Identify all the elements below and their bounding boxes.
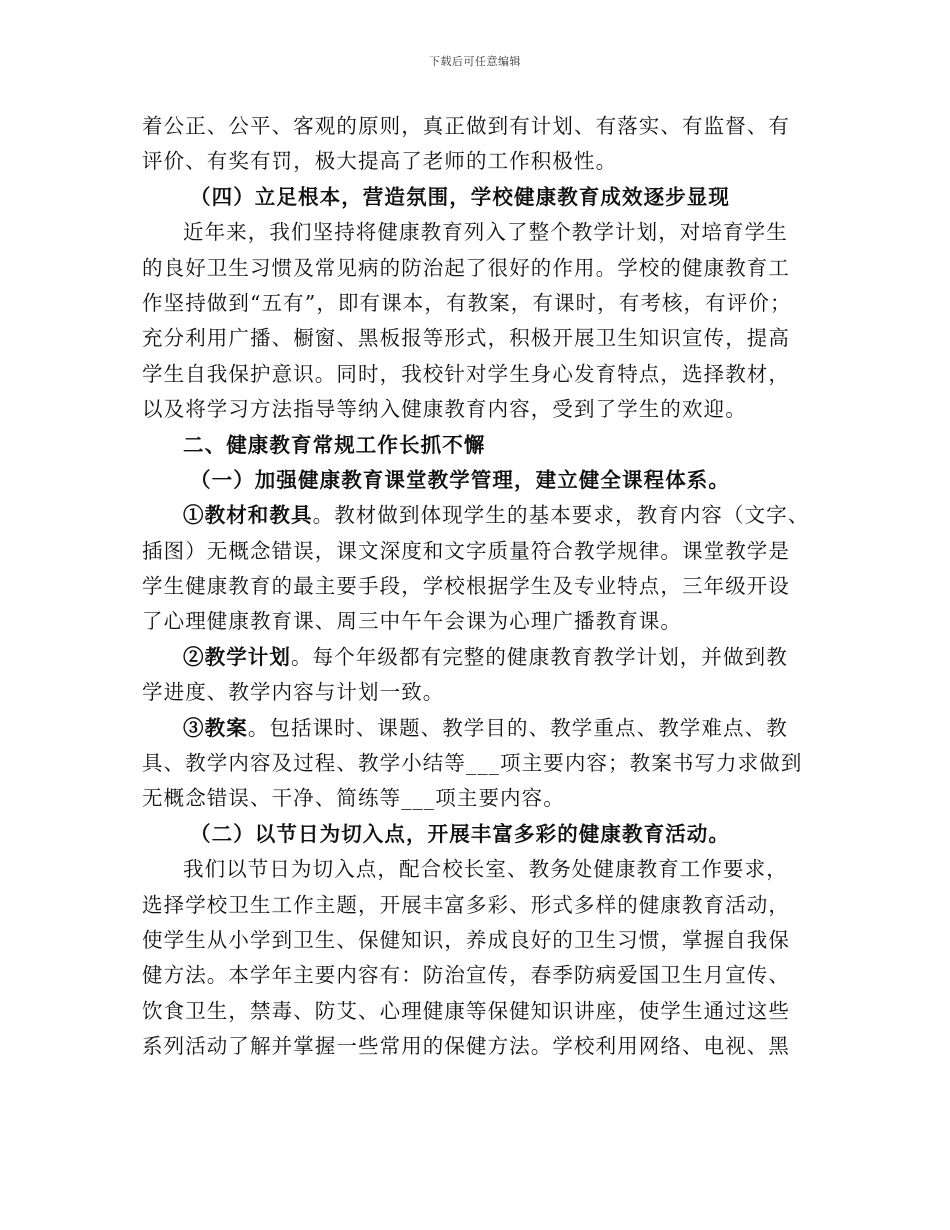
paragraph-line: 我们以节日为切入点，配合校长室、教务处健康教育工作要求， (183, 857, 788, 882)
section-heading: （四）立足根本，营造氛围，学校健康教育成效逐步显现 (190, 184, 730, 209)
paragraph-line: 学进度、教学内容与计划一致。 (142, 680, 445, 705)
paragraph-line: 插图）无概念错误，课文深度和文字质量符合教学规律。课堂教学是 (142, 538, 790, 563)
item-text: 。每个年级都有完整的健康教育教学计划，并做到教 (291, 644, 788, 669)
paragraph-line: 作坚持做到“五有”，即有课本，有教案，有课时，有考核，有评价； (142, 290, 792, 315)
paragraph-line (142, 640, 832, 675)
paragraph-line: 了心理健康教育课、周三中午午会课为心理广播教育课。 (142, 609, 682, 634)
paragraph-line: 充分利用广播、橱窗、黑板报等形式，积极开展卫生知识宣传，提高 (142, 326, 790, 351)
item-text: 。教材做到体现学生的基本要求，教育内容（文字、 (312, 503, 810, 528)
paragraph-line: 近年来，我们坚持将健康教育列入了整个教学计划，对培育学生 (183, 220, 788, 245)
section-heading: （一）加强健康教育课堂教学管理，建立健全课程体系。 (190, 467, 730, 492)
paragraph-line: 无概念错误、干净、简练等___项主要内容。 (142, 786, 565, 811)
paragraph-line: 使学生从小学到卫生、保健知识，养成良好的卫生习惯，掌握自我保 (142, 927, 790, 952)
paragraph-line: 饮食卫生，禁毒、防艾、心理健康等保健知识讲座，使学生通过这些 (142, 998, 790, 1023)
paragraph-line: 以及将学习方法指导等纳入健康教育内容，受到了学生的欢迎。 (142, 397, 747, 422)
paragraph-line: 健方法。本学年主要内容有：防治宣传，春季防病爱国卫生月宣传、 (142, 963, 790, 988)
item-title: ②教学计划 (183, 644, 291, 669)
paragraph-line: 系列活动了解并掌握一些常用的保健方法。学校利用网络、电视、黑 (142, 1034, 790, 1059)
paragraph-line: 的良好卫生习惯及常见病的防治起了很好的作用。学校的健康教育工 (142, 255, 790, 280)
paragraph-line: 评价、有奖有罚，极大提高了老师的工作积极性。 (142, 149, 618, 174)
paragraph-line: 学生自我保护意识。同时，我校针对学生身心发育特点，选择教材， (142, 361, 790, 386)
paragraph-line (142, 711, 832, 746)
paragraph-line: 选择学校卫生工作主题，开展丰富多彩、形式多样的健康教育活动， (142, 892, 790, 917)
section-heading: （二）以节日为切入点，开展丰富多彩的健康教育活动。 (190, 821, 730, 846)
item-text: 。包括课时、课题、教学目的、教学重点、教学难点、教 (247, 715, 788, 740)
document-body (142, 109, 832, 1065)
item-title: ①教材和教具 (183, 503, 313, 528)
item-title: ③教案 (183, 715, 248, 740)
paragraph-line (142, 498, 832, 533)
paragraph-line: 着公正、公平、客观的原则，真正做到有计划、有落实、有监督、有 (142, 114, 790, 138)
paragraph-line: 学生健康教育的最主要手段，学校根据学生及专业特点，三年级开设 (142, 574, 790, 599)
chapter-heading: 二、健康教育常规工作长抓不懈 (183, 432, 486, 457)
paragraph-line: 具、教学内容及过程、教学小结等___项主要内容；教案书写力求做到 (142, 751, 803, 776)
page-header: 下载后可任意编辑 (429, 55, 521, 68)
